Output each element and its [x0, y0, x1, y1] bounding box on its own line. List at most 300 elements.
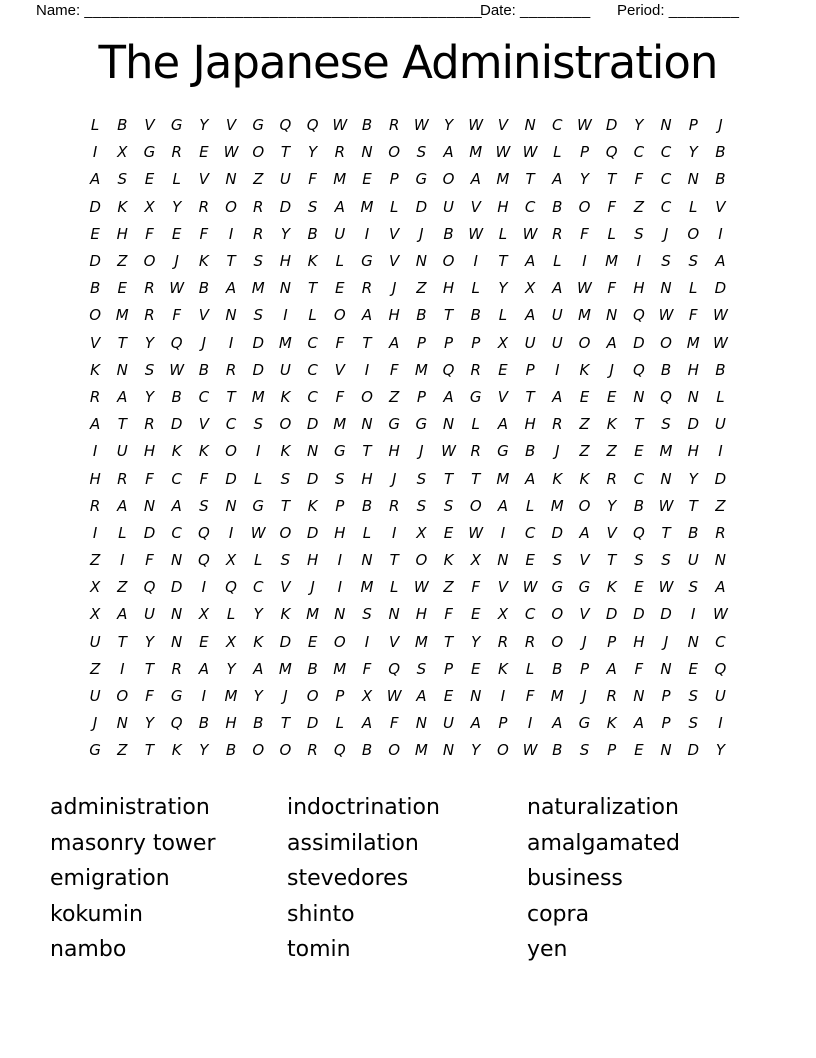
grid-letter: R [715, 523, 726, 542]
grid-letter: B [715, 360, 726, 379]
period-label: Period: [617, 2, 665, 19]
grid-letter: H [687, 442, 699, 461]
grid-letter: R [144, 306, 155, 325]
grid-letter: S [280, 469, 291, 488]
grid-letter: D [687, 741, 699, 760]
grid-letter: V [389, 252, 400, 271]
grid-row [82, 411, 735, 438]
grid-letter: N [171, 632, 183, 651]
grid-letter: V [198, 170, 209, 189]
grid-letter: K [171, 741, 182, 760]
grid-letter: N [361, 143, 373, 162]
grid-letter: P [389, 170, 399, 189]
grid-letter: T [525, 170, 535, 189]
grid-letter: I [555, 360, 560, 379]
grid-letter: V [334, 360, 345, 379]
grid-letter: X [497, 333, 509, 352]
grid-letter: M [550, 496, 564, 515]
grid-letter: X [225, 551, 237, 570]
grid-letter: T [471, 469, 481, 488]
grid-letter: Y [688, 143, 698, 162]
grid-letter: Q [279, 116, 292, 135]
grid-letter: D [306, 415, 319, 434]
grid-letter: Y [308, 143, 318, 162]
grid-letter: G [578, 714, 591, 733]
grid-letter: C [171, 469, 182, 488]
grid-letter: C [660, 197, 672, 216]
grid-letter: H [334, 523, 346, 542]
grid-letter: A [552, 170, 563, 189]
word-list-item: nambo [50, 937, 127, 963]
grid-letter: O [442, 252, 455, 271]
grid-letter: A [361, 714, 373, 733]
grid-letter: H [361, 469, 373, 488]
grid-letter: V [144, 116, 155, 135]
grid-letter: T [688, 496, 698, 515]
grid-letter: T [443, 632, 454, 651]
grid-letter: B [253, 714, 264, 733]
grid-letter: R [361, 279, 373, 298]
grid-letter: M [686, 333, 700, 352]
grid-letter: V [198, 306, 209, 325]
grid-letter: C [307, 387, 318, 406]
grid-letter: V [89, 333, 101, 352]
grid-row [82, 574, 735, 601]
grid-letter: W [522, 224, 538, 243]
grid-letter: C [524, 197, 536, 216]
grid-letter: R [497, 632, 509, 651]
grid-letter: G [89, 741, 101, 760]
grid-letter: C [198, 387, 210, 406]
grid-letter: J [718, 116, 723, 135]
grid-letter: Z [416, 279, 427, 298]
word-list-item: kokumin [50, 901, 143, 927]
grid-letter: P [471, 333, 481, 352]
grid-letter: A [497, 415, 509, 434]
grid-letter: D [306, 523, 319, 542]
grid-letter: P [335, 687, 345, 706]
grid-letter: Y [144, 387, 155, 406]
grid-letter: O [279, 523, 292, 542]
grid-letter: Q [225, 578, 237, 597]
grid-row [82, 112, 735, 139]
grid-letter: T [117, 333, 127, 352]
grid-letter: S [416, 659, 427, 678]
grid-letter: Q [197, 523, 210, 542]
grid-letter: U [279, 170, 291, 189]
grid-letter: O [578, 197, 591, 216]
grid-letter: R [171, 143, 182, 162]
grid-letter: F [525, 687, 535, 706]
grid-letter: R [388, 496, 400, 515]
grid-letter: A [198, 659, 209, 678]
grid-letter: E [634, 741, 644, 760]
grid-letter: A [443, 387, 454, 406]
grid-letter: Y [715, 741, 725, 760]
grid-letter: R [117, 469, 128, 488]
grid-letter: H [388, 442, 400, 461]
grid-row [82, 519, 735, 546]
grid-letter: E [307, 632, 318, 651]
grid-letter: X [361, 687, 373, 706]
grid-letter: Z [715, 496, 726, 515]
grid-letter: O [578, 496, 591, 515]
grid-letter: I [500, 523, 506, 542]
grid-letter: K [198, 252, 209, 271]
grid-letter: D [89, 197, 101, 216]
grid-letter: Y [253, 687, 263, 706]
grid-letter: M [469, 143, 483, 162]
grid-letter: A [524, 252, 536, 271]
grid-letter: C [252, 578, 264, 597]
grid-letter: D [170, 578, 183, 597]
grid-letter: B [361, 116, 373, 135]
grid-row [82, 682, 735, 709]
grid-letter: N [225, 170, 237, 189]
grid-letter: K [497, 659, 508, 678]
grid-letter: E [199, 632, 209, 651]
grid-letter: R [253, 224, 264, 243]
grid-letter: J [419, 224, 424, 243]
grid-letter: B [307, 224, 318, 243]
grid-row [82, 139, 735, 166]
grid-letter: A [606, 659, 617, 678]
grid-letter: I [337, 551, 342, 570]
grid-letter: H [633, 279, 645, 298]
grid-letter: X [470, 551, 481, 570]
grid-letter: Q [170, 333, 183, 352]
grid-letter: Z [89, 551, 101, 570]
grid-letter: N [225, 496, 237, 515]
grid-letter: R [225, 360, 237, 379]
grid-letter: W [712, 306, 728, 325]
grid-letter: T [144, 659, 155, 678]
grid-letter: D [633, 605, 645, 624]
grid-letter: U [524, 333, 536, 352]
grid-letter: J [391, 469, 397, 488]
grid-letter: N [633, 687, 645, 706]
grid-letter: K [606, 714, 617, 733]
grid-letter: K [307, 496, 318, 515]
grid-letter: W [658, 306, 674, 325]
grid-letter: A [470, 170, 481, 189]
grid-letter: K [117, 197, 128, 216]
grid-letter: I [228, 333, 234, 352]
grid-letter: N [714, 551, 727, 570]
grid-letter: F [145, 224, 154, 243]
grid-letter: H [497, 197, 509, 216]
grid-letter: N [361, 551, 373, 570]
grid-letter: D [170, 415, 183, 434]
grid-letter: S [688, 714, 698, 733]
grid-letter: A [552, 279, 563, 298]
grid-letter: Z [117, 252, 128, 271]
grid-letter: T [607, 551, 617, 570]
grid-letter: U [89, 687, 101, 706]
grid-letter: Q [632, 306, 645, 325]
name-field [36, 2, 482, 19]
grid-letter: L [254, 469, 263, 488]
grid-letter: N [279, 279, 292, 298]
grid-letter: E [498, 360, 508, 379]
grid-letter: K [253, 632, 264, 651]
grid-letter: O [279, 415, 292, 434]
grid-letter: T [280, 143, 290, 162]
grid-letter: G [497, 442, 509, 461]
grid-letter: A [552, 714, 563, 733]
grid-letter: L [525, 496, 535, 515]
grid-row [82, 220, 735, 247]
grid-letter: P [525, 360, 535, 379]
grid-letter: S [144, 360, 155, 379]
grid-letter: K [198, 442, 209, 461]
grid-letter: E [144, 170, 155, 189]
grid-letter: U [714, 415, 726, 434]
period-field [617, 2, 739, 19]
grid-letter: I [364, 224, 370, 243]
grid-letter: T [280, 714, 290, 733]
grid-letter: T [498, 252, 508, 271]
grid-letter: Y [443, 116, 454, 135]
grid-letter: D [551, 523, 564, 542]
grid-letter: P [579, 659, 589, 678]
grid-letter: C [225, 415, 237, 434]
grid-letter: L [471, 279, 480, 298]
grid-letter: L [389, 578, 399, 597]
grid-letter: P [335, 496, 345, 515]
grid-letter: U [334, 224, 346, 243]
grid-letter: W [495, 143, 511, 162]
grid-letter: D [306, 714, 319, 733]
grid-letter: G [415, 170, 428, 189]
grid-letter: C [307, 360, 318, 379]
grid-letter: M [333, 659, 347, 678]
grid-letter: G [333, 442, 346, 461]
grid-letter: R [470, 360, 481, 379]
grid-letter: E [688, 659, 698, 678]
grid-letter: U [443, 714, 455, 733]
grid-letter: A [253, 659, 264, 678]
grid-letter: S [362, 605, 372, 624]
grid-letter: N [116, 714, 128, 733]
grid-letter: T [362, 442, 372, 461]
grid-letter: N [606, 306, 618, 325]
name-line: _____________________________________________ [84, 2, 483, 19]
grid-letter: B [552, 741, 563, 760]
grid-letter: H [306, 551, 319, 570]
grid-letter: L [689, 197, 698, 216]
grid-letter: G [469, 387, 482, 406]
grid-letter: F [634, 170, 644, 189]
grid-letter: M [333, 415, 347, 434]
grid-letter: N [660, 659, 672, 678]
grid-letter: M [360, 578, 374, 597]
grid-letter: X [117, 143, 128, 162]
grid-letter: N [388, 605, 400, 624]
grid-letter: B [633, 496, 644, 515]
grid-letter: D [89, 252, 101, 271]
grid-letter: O [333, 306, 346, 325]
grid-letter: H [143, 442, 156, 461]
grid-letter: Q [632, 523, 645, 542]
grid-letter: B [198, 279, 209, 298]
grid-letter: O [333, 632, 346, 651]
grid-letter: O [415, 551, 428, 570]
grid-letter: Q [388, 659, 401, 678]
grid-letter: A [89, 415, 101, 434]
grid-letter: J [663, 632, 669, 651]
grid-letter: M [224, 687, 238, 706]
grid-letter: V [198, 415, 209, 434]
grid-letter: S [280, 551, 291, 570]
grid-letter: M [659, 442, 673, 461]
grid-letter: V [470, 197, 481, 216]
grid-letter: B [552, 659, 563, 678]
sheet-header [36, 2, 780, 24]
grid-letter: U [279, 360, 291, 379]
grid-letter: D [415, 197, 428, 216]
grid-letter: H [687, 360, 699, 379]
word-list-column [527, 790, 680, 968]
grid-letter: W [250, 523, 266, 542]
grid-letter: A [416, 687, 427, 706]
grid-letter: L [308, 306, 317, 325]
grid-letter: A [579, 523, 590, 542]
grid-letter: V [715, 197, 726, 216]
grid-letter: Z [579, 442, 590, 461]
grid-letter: N [633, 387, 645, 406]
grid-letter: N [660, 279, 672, 298]
grid-row [82, 356, 735, 383]
grid-letter: F [389, 360, 399, 379]
grid-letter: J [310, 578, 315, 597]
grid-letter: C [307, 333, 318, 352]
grid-letter: Q [714, 659, 727, 678]
grid-letter: T [226, 252, 236, 271]
grid-letter: X [497, 605, 509, 624]
grid-letter: E [335, 279, 345, 298]
grid-letter: I [256, 442, 261, 461]
grid-letter: A [89, 170, 101, 189]
grid-letter: Z [89, 659, 101, 678]
grid-letter: J [555, 442, 560, 461]
grid-letter: P [579, 143, 589, 162]
grid-letter: N [687, 387, 699, 406]
grid-letter: C [660, 143, 672, 162]
grid-letter: H [442, 279, 455, 298]
grid-letter: S [335, 469, 345, 488]
grid-letter: G [252, 496, 265, 515]
grid-letter: T [634, 415, 644, 434]
grid-letter: E [525, 551, 535, 570]
grid-letter: J [174, 252, 179, 271]
word-search-grid [82, 112, 735, 765]
grid-letter: T [308, 279, 318, 298]
grid-letter: T [525, 387, 535, 406]
grid-letter: Y [607, 496, 617, 515]
grid-letter: N [361, 415, 373, 434]
grid-letter: U [143, 605, 155, 624]
grid-letter: M [496, 469, 510, 488]
grid-letter: O [225, 197, 237, 216]
grid-letter: Q [333, 741, 346, 760]
grid-letter: R [334, 143, 345, 162]
grid-letter: L [689, 279, 698, 298]
grid-letter: E [606, 387, 617, 406]
grid-letter: O [225, 442, 237, 461]
grid-letter: E [634, 578, 644, 597]
grid-letter: P [607, 632, 617, 651]
grid-letter: I [691, 605, 696, 624]
grid-row [82, 628, 735, 655]
grid-letter: W [332, 116, 348, 135]
grid-letter: Y [144, 632, 155, 651]
grid-letter: X [89, 605, 101, 624]
grid-letter: A [361, 306, 373, 325]
grid-letter: B [715, 170, 726, 189]
grid-letter: Z [389, 387, 400, 406]
grid-letter: B [470, 306, 481, 325]
grid-letter: S [634, 551, 644, 570]
grid-letter: L [226, 605, 236, 624]
word-list [50, 790, 816, 968]
grid-letter: F [335, 387, 345, 406]
grid-letter: D [660, 605, 672, 624]
grid-letter: R [470, 442, 481, 461]
grid-letter: U [714, 687, 726, 706]
grid-letter: Z [579, 415, 590, 434]
grid-letter: T [226, 387, 236, 406]
grid-letter: Y [253, 605, 263, 624]
grid-letter: F [172, 306, 181, 325]
grid-letter: S [634, 224, 644, 243]
grid-letter: Y [144, 714, 155, 733]
grid-letter: L [335, 714, 344, 733]
grid-letter: S [253, 252, 263, 271]
grid-letter: S [253, 415, 263, 434]
grid-letter: S [416, 496, 427, 515]
grid-letter: L [498, 306, 508, 325]
page-title: The Japanese Administration [98, 36, 718, 89]
grid-letter: O [143, 252, 156, 271]
grid-letter: Z [253, 170, 264, 189]
word-list-item: tomin [287, 937, 351, 963]
grid-letter: A [524, 306, 536, 325]
grid-letter: G [143, 143, 156, 162]
grid-letter: S [579, 741, 590, 760]
grid-letter: M [306, 605, 320, 624]
grid-letter: Y [199, 741, 209, 760]
grid-letter: Y [172, 197, 182, 216]
grid-letter: M [251, 387, 265, 406]
grid-letter: P [661, 714, 671, 733]
grid-letter: G [388, 415, 400, 434]
grid-letter: N [497, 551, 509, 570]
grid-letter: S [661, 252, 671, 271]
grid-letter: V [497, 116, 509, 135]
word-list-column [287, 790, 527, 968]
grid-letter: N [470, 687, 482, 706]
grid-letter: Y [579, 170, 590, 189]
grid-letter: P [661, 687, 671, 706]
grid-letter: O [116, 687, 129, 706]
grid-row [82, 465, 735, 492]
grid-letter: S [307, 197, 318, 216]
grid-letter: I [364, 632, 370, 651]
grid-letter: K [606, 578, 617, 597]
grid-letter: C [524, 605, 536, 624]
grid-letter: M [251, 279, 265, 298]
